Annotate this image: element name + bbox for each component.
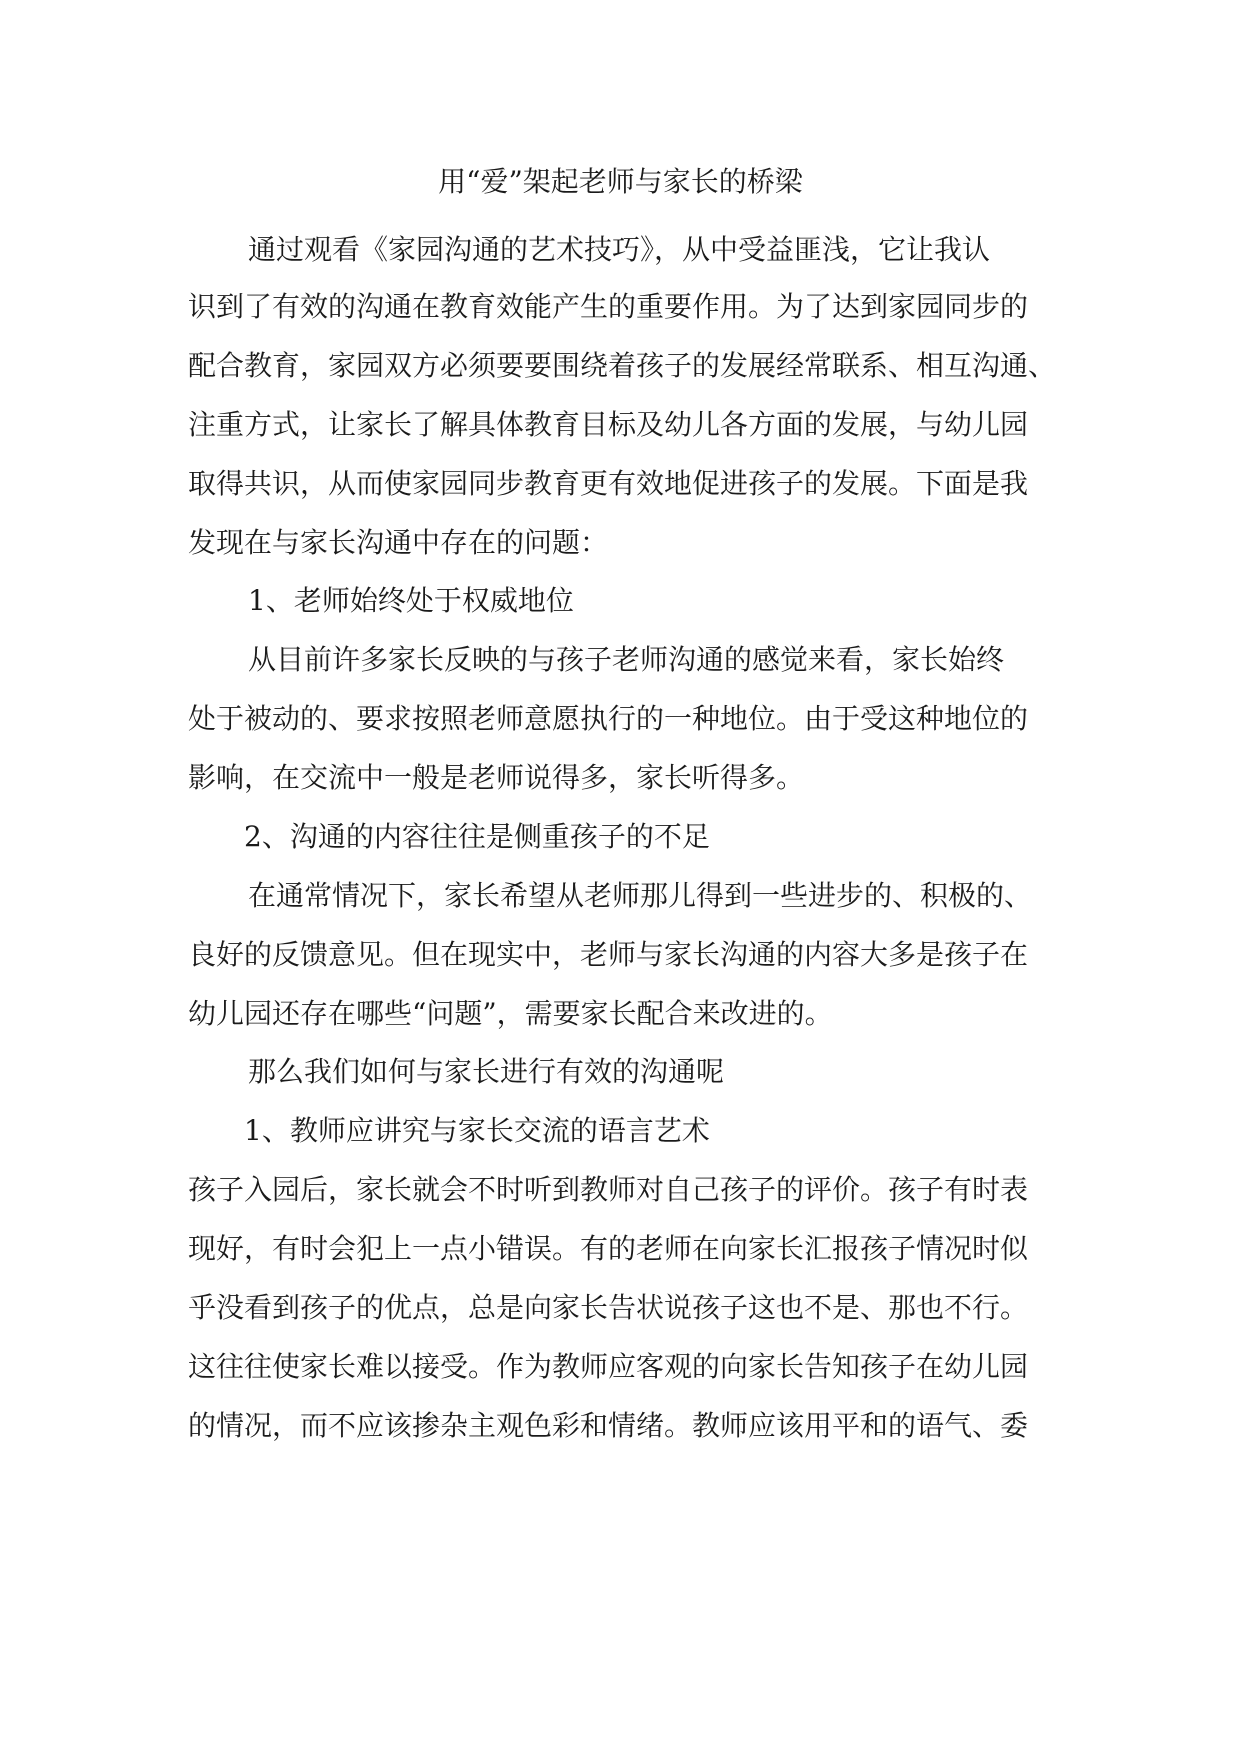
section-heading: 1、老师始终处于权威地位 — [248, 584, 574, 617]
paragraph-line: 取得共识，从而使家园同步教育更有效地促进孩子的发展。下面是我 — [188, 467, 1029, 500]
paragraph-line: 配合教育，家园双方必须要要围绕着孩子的发展经常联系、相互沟通、 — [188, 349, 1057, 382]
paragraph-line: 幼儿园还存在哪些“问题”，需要家长配合来改进的。 — [188, 997, 833, 1030]
section-heading: 2、沟通的内容往往是侧重孩子的不足 — [244, 820, 710, 853]
paragraph-line: 在通常情况下，家长希望从老师那儿得到一些进步的、积极的、 — [248, 879, 1033, 912]
document-title: 用“爱”架起老师与家长的桥梁 — [438, 165, 803, 198]
paragraph-line: 从目前许多家长反映的与孩子老师沟通的感觉来看，家长始终 — [248, 643, 1005, 676]
paragraph-line: 乎没看到孩子的优点，总是向家长告状说孩子这也不是、那也不行。 — [188, 1291, 1029, 1324]
paragraph-line: 影响，在交流中一般是老师说得多，家长听得多。 — [188, 761, 805, 794]
paragraph-line: 良好的反馈意见。但在现实中，老师与家长沟通的内容大多是孩子在 — [188, 938, 1029, 971]
paragraph-line: 处于被动的、要求按照老师意愿执行的一种地位。由于受这种地位的 — [188, 702, 1029, 735]
paragraph-line: 通过观看《家园沟通的艺术技巧》，从中受益匪浅，它让我认 — [248, 233, 991, 266]
paragraph-line: 的情况，而不应该掺杂主观色彩和情绪。教师应该用平和的语气、委 — [188, 1409, 1029, 1442]
section-heading: 1、教师应讲究与家长交流的语言艺术 — [244, 1114, 710, 1147]
paragraph-line: 孩子入园后，家长就会不时听到教师对自己孩子的评价。孩子有时表 — [188, 1173, 1029, 1206]
paragraph-line: 注重方式，让家长了解具体教育目标及幼儿各方面的发展，与幼儿园 — [188, 408, 1029, 441]
section-heading: 那么我们如何与家长进行有效的沟通呢 — [248, 1055, 725, 1088]
paragraph-line: 这往往使家长难以接受。作为教师应客观的向家长告知孩子在幼儿园 — [188, 1350, 1029, 1383]
paragraph-line: 发现在与家长沟通中存在的问题： — [188, 526, 609, 559]
paragraph-line: 现好，有时会犯上一点小错误。有的老师在向家长汇报孩子情况时似 — [188, 1232, 1029, 1265]
paragraph-line: 识到了有效的沟通在教育效能产生的重要作用。为了达到家园同步的 — [188, 290, 1029, 323]
